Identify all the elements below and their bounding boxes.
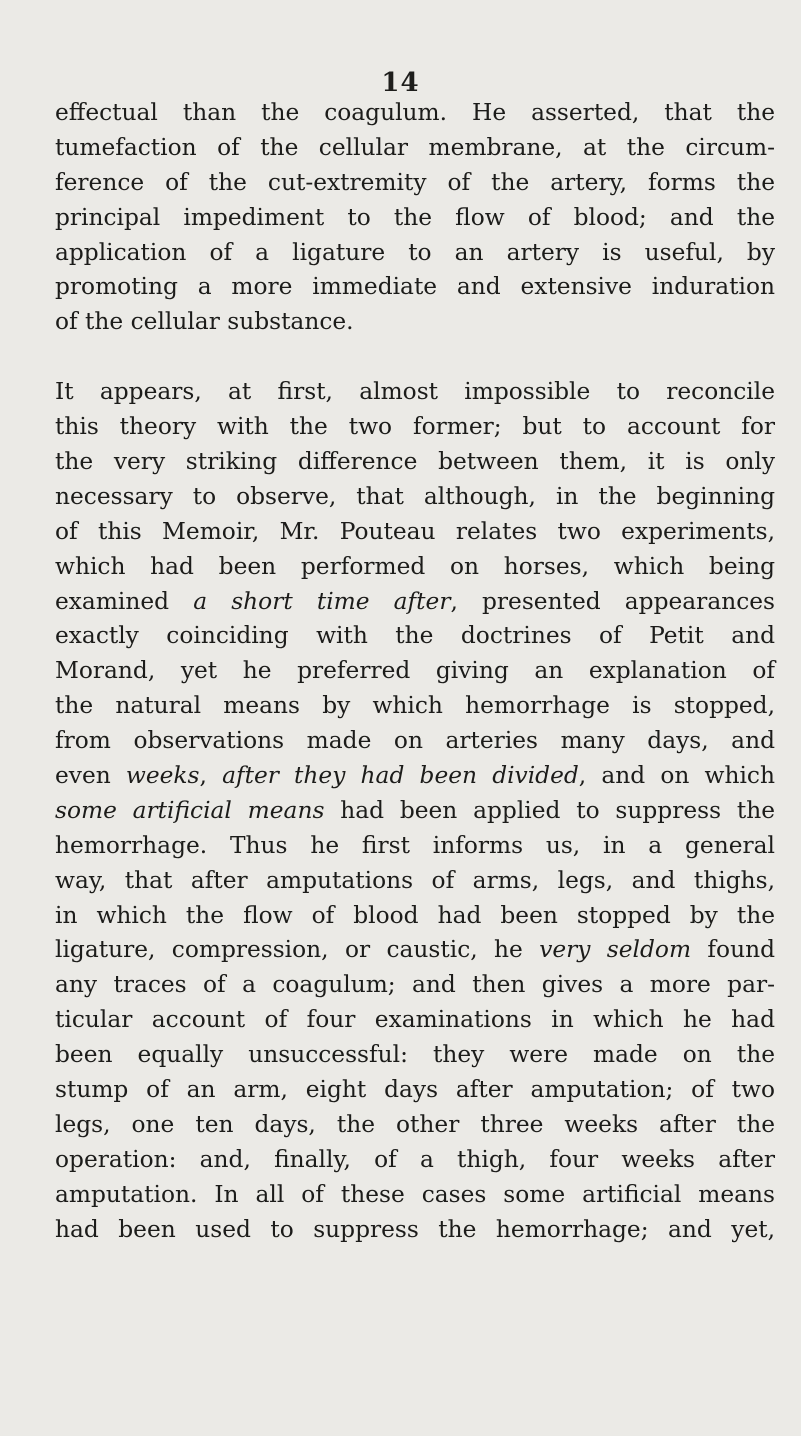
text-line: any traces of a coagulum; and then gives a more par- bbox=[55, 971, 775, 999]
text-run: , and on which bbox=[578, 762, 775, 790]
text-line: principal impediment to the flow of blood; and the bbox=[55, 203, 775, 231]
text-line: effectual than the coagulum. He asserted, that the bbox=[55, 99, 775, 126]
text-line: the very striking difference between them, it is only bbox=[55, 448, 775, 476]
text-line: legs, one ten days, the other three weeks after the bbox=[55, 1110, 775, 1138]
text-line: ference of the cut-extremity of the artery, forms the bbox=[55, 168, 775, 196]
text-line: It appears, at first, almost impossible to reconcile bbox=[55, 378, 775, 406]
italic-text: a short time after bbox=[193, 587, 451, 615]
text-line: operation: and, finally, of a thigh, four weeks after bbox=[55, 1145, 775, 1173]
text-run: even bbox=[55, 762, 126, 790]
text-line: ticular account of four examinations in which he had bbox=[55, 1006, 775, 1034]
text-run: examined bbox=[55, 587, 194, 615]
text-line: in which the flow of blood had been stopped by the bbox=[55, 901, 775, 929]
text-line: from observations made on arteries many days, and bbox=[55, 727, 775, 755]
page-number: 14 bbox=[381, 68, 420, 98]
text-line: of the cellular substance. bbox=[55, 308, 354, 336]
text-line: Morand, yet he preferred giving an explanation of bbox=[55, 657, 775, 685]
text-line: amputation. In all of these cases some artificial means bbox=[55, 1180, 775, 1208]
italic-text: after they had been divided bbox=[222, 762, 579, 790]
text-line: promoting a more immediate and extensive induration bbox=[55, 273, 775, 301]
text-line: tumefaction of the cellular membrane, at the circum- bbox=[55, 133, 775, 161]
text-line: stump of an arm, eight days after amputation; of two bbox=[55, 1076, 775, 1104]
text-line: of this Memoir, Mr. Pouteau relates two experiments, bbox=[55, 517, 775, 545]
paragraph-2 bbox=[55, 375, 775, 1247]
text-line: which had been performed on horses, which being bbox=[55, 552, 775, 580]
paragraph-gap bbox=[55, 340, 775, 375]
text-line: exactly coinciding with the doctrines of Petit and bbox=[55, 622, 775, 650]
italic-text: some artificial means bbox=[55, 796, 325, 824]
body-text bbox=[55, 96, 775, 1248]
text-line: hemorrhage. Thus he first informs us, in a general bbox=[55, 831, 775, 859]
text-run: , bbox=[199, 762, 223, 790]
text-line: application of a ligature to an artery is useful, by bbox=[55, 238, 775, 266]
text-line bbox=[55, 933, 775, 968]
italic-text: weeks bbox=[125, 762, 200, 790]
text-line: this theory with the two former; but to account for bbox=[55, 413, 775, 441]
text-line bbox=[55, 585, 775, 620]
text-run: found bbox=[691, 936, 775, 964]
text-line: way, that after amputations of arms, legs, and thighs, bbox=[55, 866, 775, 894]
text-run: ligature, compression, or caustic, he bbox=[55, 936, 540, 964]
text-line: been equally unsuccessful: they were made on the bbox=[55, 1041, 775, 1069]
text-line: necessary to observe, that although, in the beginning bbox=[55, 482, 775, 510]
text-line bbox=[55, 759, 775, 794]
text-line bbox=[55, 794, 775, 829]
paragraph-1 bbox=[55, 96, 775, 340]
text-run: had been applied to suppress the bbox=[324, 796, 775, 824]
text-line: had been used to suppress the hemorrhage; and yet, bbox=[55, 1215, 775, 1243]
text-line: the natural means by which hemorrhage is stopped, bbox=[55, 692, 775, 720]
italic-text: very seldom bbox=[539, 936, 692, 964]
text-run: , presented appearances bbox=[450, 587, 775, 615]
